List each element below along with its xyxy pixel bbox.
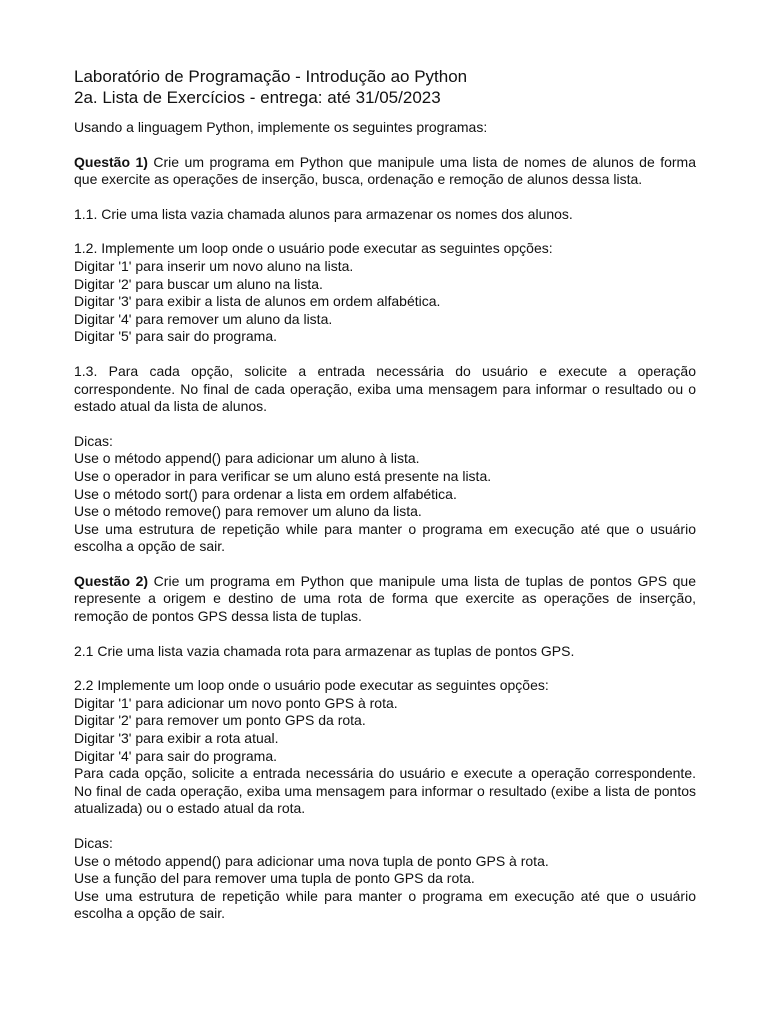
option-1-1: Digitar '1' para inserir um novo aluno na lista. [74, 257, 354, 274]
item-1-1: 1.1. Crie uma lista vazia chamada alunos para armazenar os nomes dos alunos. [74, 205, 573, 222]
option-1-3: Digitar '3' para exibir a lista de alunos em ordem alfabética. [74, 293, 441, 310]
option-1-4: Digitar '4' para remover um aluno da lista. [74, 310, 333, 327]
tip-1-3: Use o método sort() para ordenar a lista em ordem alfabética. [74, 485, 457, 502]
question-2-label: Questão 2) [74, 572, 149, 589]
tip-1-5: Use uma estrutura de repetição while para manter o programa em execução até que o usuário escolha a opção de sair. [74, 520, 696, 555]
question-2-statement [74, 573, 696, 626]
item-2-1: 2.1 Crie uma lista vazia chamada rota para armazenar as tuplas de pontos GPS. [74, 642, 575, 659]
option-2-4: Digitar '4' para sair do programa. [74, 747, 277, 764]
option-2-3: Digitar '3' para exibir a rota atual. [74, 730, 279, 747]
question-1-text: Crie um programa em Python que manipule uma lista de nomes de alunos de forma que exercite as operações de inserção, busca, ordenação e remoção de alunos dessa lista. [74, 153, 697, 188]
tip-1-1: Use o método append() para adicionar um aluno à lista. [74, 450, 420, 467]
item-1-2: 1.2. Implemente um loop onde o usuário pode executar as seguintes opções: [74, 240, 553, 257]
item-1-3: 1.3. Para cada opção, solicite a entrada necessária do usuário e execute a operação correspondente. No final de cada operação, exiba uma mensagem para informar o resultado ou o estado atual da lista de alunos. [74, 362, 696, 415]
tips-1-title: Dicas: [74, 432, 113, 449]
question-1 [74, 154, 696, 556]
intro-text: Usando a linguagem Python, implemente os seguintes programas: [74, 119, 488, 135]
tip-1-4: Use o método remove() para remover um aluno da lista. [74, 503, 422, 520]
title-line-1: Laboratório de Programação - Introdução ao Python [74, 67, 468, 86]
tip-2-3: Use uma estrutura de repetição while para manter o programa em execução até que o usuário escolha a opção de sair. [74, 887, 696, 922]
document-page [74, 66, 696, 923]
document-body [74, 108, 696, 923]
option-1-5: Digitar '5' para sair do programa. [74, 328, 277, 345]
option-2-2: Digitar '2' para remover um ponto GPS da rota. [74, 712, 366, 729]
tip-1-2: Use o operador in para verificar se um aluno está presente na lista. [74, 467, 492, 484]
option-2-1: Digitar '1' para adicionar um novo ponto GPS à rota. [74, 694, 398, 711]
question-1-statement [74, 154, 696, 189]
title-line-2: 2a. Lista de Exercícios - entrega: até 31/05/2023 [74, 88, 441, 107]
item-2-2: 2.2 Implemente um loop onde o usuário pode executar as seguintes opções: [74, 677, 549, 694]
question-1-label: Questão 1) [74, 153, 148, 170]
tip-2-2: Use a função del para remover uma tupla de ponto GPS da rota. [74, 870, 475, 887]
paragraph-2: Para cada opção, solicite a entrada necessária do usuário e execute a operação correspondente. No final de cada operação, exiba uma mensagem para informar o resultado (exibe a lista de pontos atualizada) ou o estado atual da rota. [74, 765, 696, 817]
option-1-2: Digitar '2' para buscar um aluno na lista. [74, 275, 323, 292]
tip-2-1: Use o método append() para adicionar uma nova tupla de ponto GPS à rota. [74, 852, 549, 869]
document-header [74, 66, 696, 108]
question-2 [74, 573, 696, 923]
question-2-text: Crie um programa em Python que manipule uma lista de tuplas de pontos GPS que represente a origem e destino de uma rota de forma que exercite as operações de inserção, remoção de pontos GPS dessa lista de tuplas. [74, 572, 696, 625]
tips-2-title: Dicas: [74, 835, 113, 851]
